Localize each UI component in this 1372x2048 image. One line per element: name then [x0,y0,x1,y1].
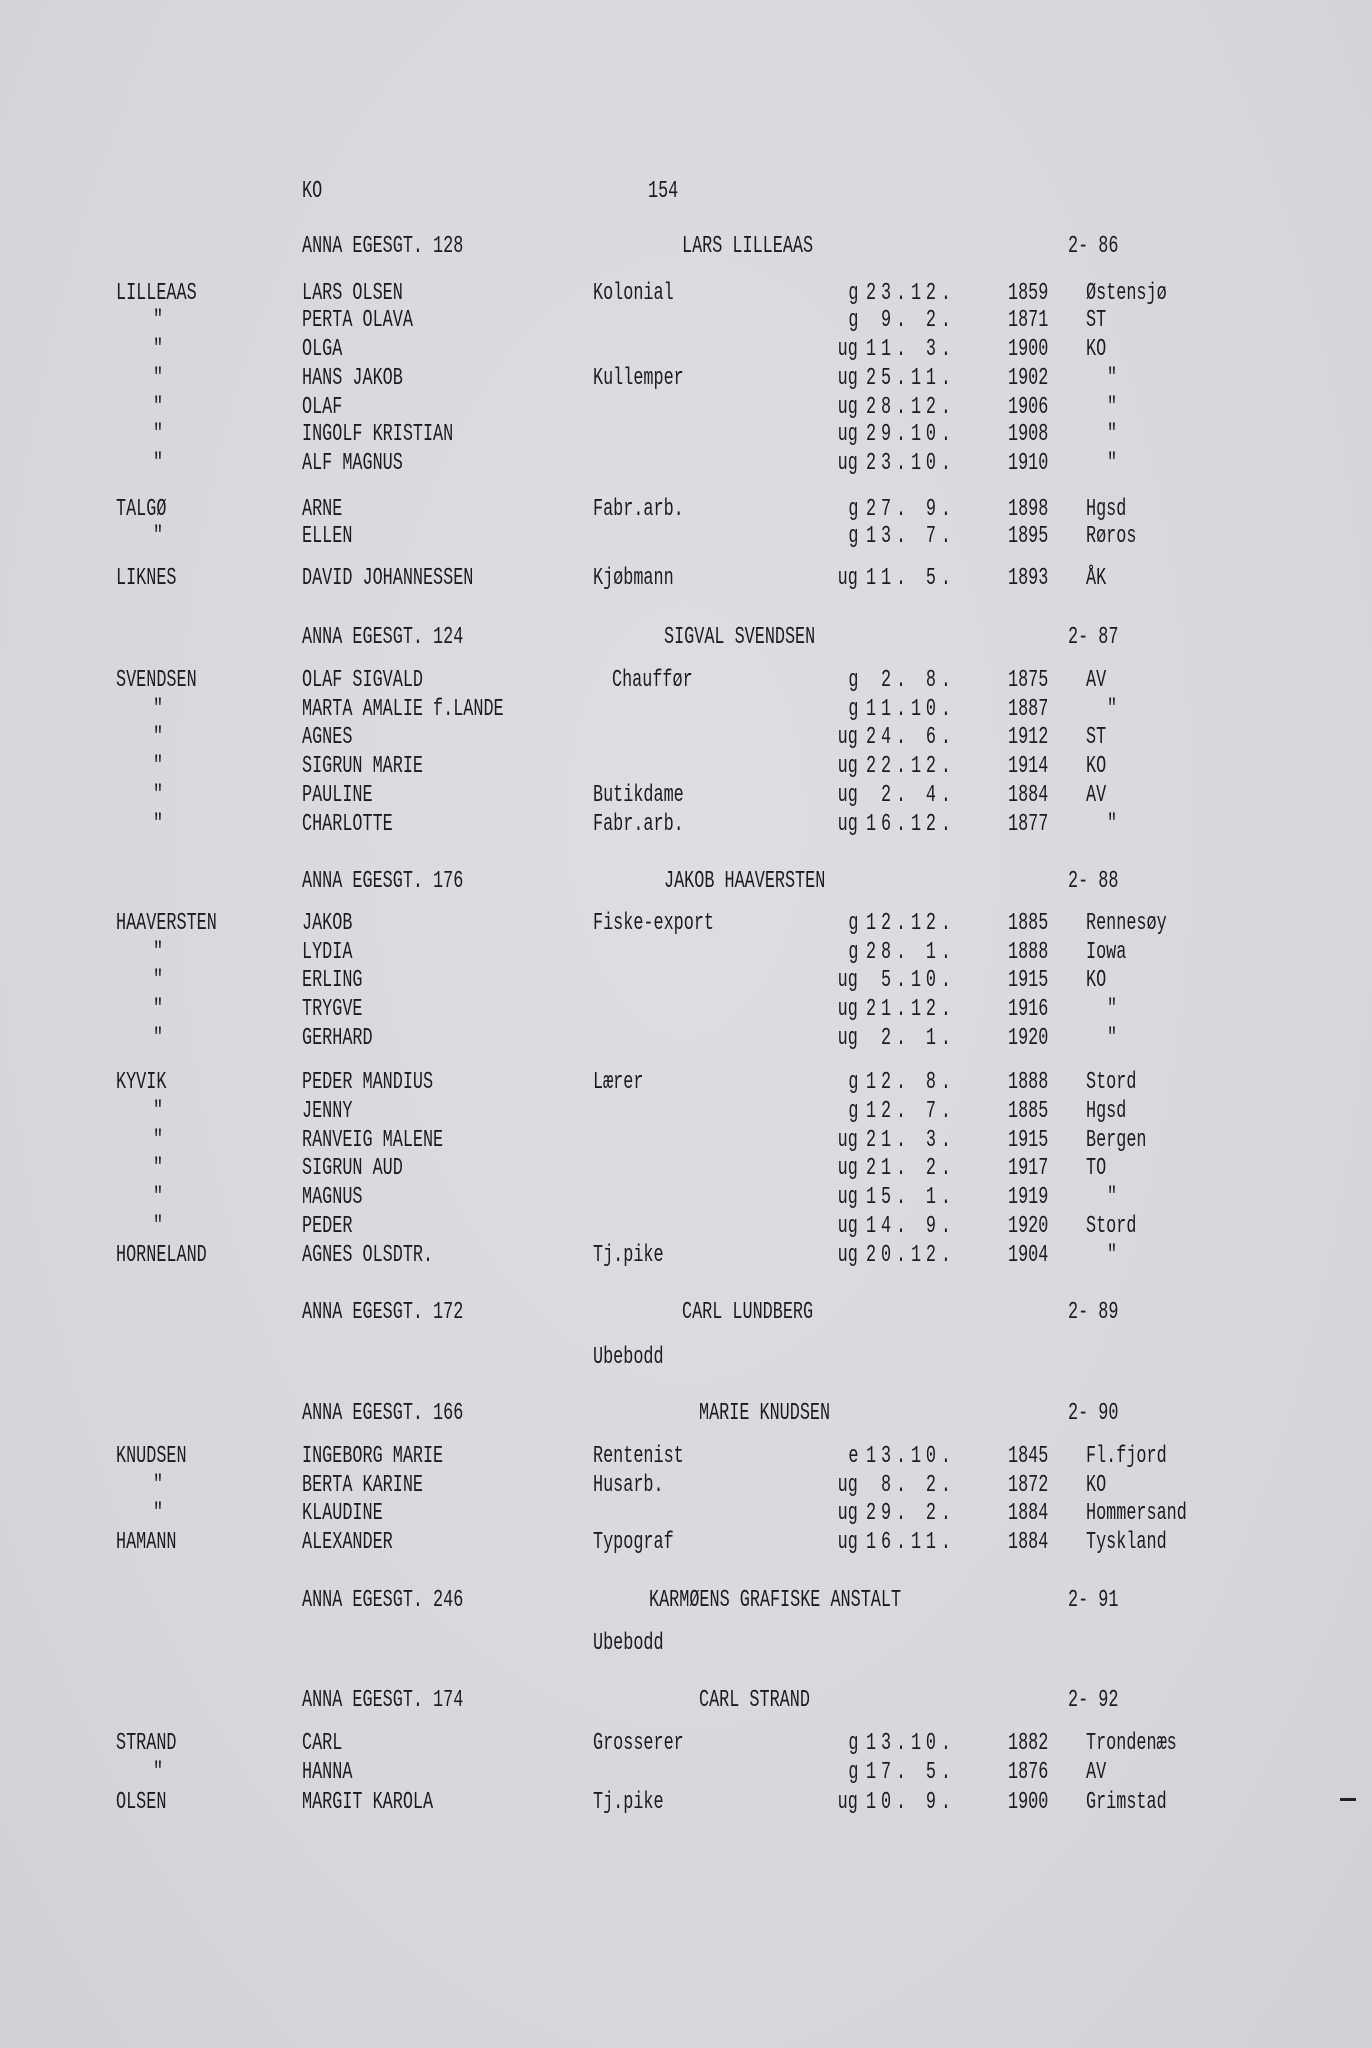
resident-birth-date: 5.10. [866,967,956,994]
resident-first-name: PEDER MANDIUS [302,1069,434,1096]
section-address: ANNA EGESGT. 166 [302,1400,464,1427]
resident-surname: " [153,1759,164,1786]
resident-surname: " [153,939,164,966]
resident-marital-status: g [847,910,858,937]
resident-surname: " [153,1098,164,1125]
section-address: ANNA EGESGT. 246 [302,1587,464,1614]
resident-birthplace: Røros [1086,523,1137,550]
resident-occupation: Fiske-export [593,910,714,937]
resident-marital-status: g [847,496,858,523]
resident-marital-status: g [847,1730,858,1757]
resident-birth-year: 1910 [1008,450,1049,477]
resident-first-name: PEDER [302,1213,353,1240]
resident-birth-date: 28. 1. [866,939,956,966]
resident-marital-status: ug [837,421,858,448]
resident-birth-date: 2. 4. [866,782,956,809]
resident-birth-date: 24. 6. [866,724,956,751]
resident-birth-year: 1904 [1008,1242,1049,1269]
resident-marital-status: ug [837,1529,858,1556]
resident-marital-status: ug [837,1025,858,1052]
resident-birth-date: 25.11. [866,365,956,392]
resident-first-name: BERTA KARINE [302,1472,423,1499]
resident-birth-date: 13.10. [866,1730,956,1757]
resident-occupation: Kullemper [593,365,684,392]
resident-surname: STRAND [116,1730,177,1757]
resident-first-name: TRYGVE [302,996,363,1023]
resident-surname: " [153,1127,164,1154]
resident-birth-date: 21. 2. [866,1155,956,1182]
resident-marital-status: ug [837,811,858,838]
resident-marital-status: ug [837,1472,858,1499]
resident-birthplace: Grimstad [1086,1789,1167,1816]
resident-surname: HAMANN [116,1529,177,1556]
resident-first-name: MARGIT KAROLA [302,1789,434,1816]
resident-birth-year: 1884 [1008,782,1049,809]
resident-birthplace: Hgsd [1086,496,1127,523]
section-number: 2- 92 [1068,1687,1119,1714]
resident-birth-year: 1912 [1008,724,1049,751]
resident-birth-year: 1884 [1008,1529,1049,1556]
resident-surname: " [153,1155,164,1182]
resident-birth-date: 13. 7. [866,523,956,550]
resident-first-name: LYDIA [302,939,353,966]
resident-birth-year: 1920 [1008,1025,1049,1052]
resident-birth-year: 1915 [1008,1127,1049,1154]
resident-birth-year: 1902 [1008,365,1049,392]
section-householder: JAKOB HAAVERSTEN [664,868,826,895]
section-number: 2- 91 [1068,1587,1119,1614]
resident-marital-status: g [847,523,858,550]
resident-birth-year: 1916 [1008,996,1049,1023]
resident-birth-year: 1885 [1008,910,1049,937]
resident-occupation: Grosserer [593,1730,684,1757]
section-number: 2- 87 [1068,624,1119,651]
resident-occupation: Tj.pike [593,1242,664,1269]
resident-first-name: CHARLOTTE [302,811,393,838]
resident-surname: " [153,996,164,1023]
section-householder: SIGVAL SVENDSEN [664,624,816,651]
resident-birth-year: 1875 [1008,667,1049,694]
resident-birthplace: AV [1086,667,1107,694]
resident-birth-year: 1845 [1008,1443,1049,1470]
resident-birth-date: 14. 9. [866,1213,956,1240]
resident-birth-date: 23.10. [866,450,956,477]
resident-birthplace: " [1107,450,1118,477]
vacant-note: Ubebodd [593,1630,664,1657]
resident-marital-status: g [847,1069,858,1096]
section-address: ANNA EGESGT. 124 [302,624,464,651]
resident-surname: " [153,1213,164,1240]
resident-marital-status: g [847,307,858,334]
resident-surname: " [153,696,164,723]
resident-birth-year: 1900 [1008,1789,1049,1816]
resident-birth-year: 1887 [1008,696,1049,723]
resident-birth-date: 23.12. [866,280,956,307]
resident-birthplace: Tyskland [1086,1529,1167,1556]
resident-marital-status: ug [837,782,858,809]
resident-first-name: RANVEIG MALENE [302,1127,444,1154]
resident-first-name: OLAF SIGVALD [302,667,423,694]
resident-marital-status: ug [837,450,858,477]
resident-first-name: OLGA [302,336,343,363]
resident-surname: " [153,1500,164,1527]
resident-birth-date: 9. 2. [866,307,956,334]
resident-first-name: AGNES [302,724,353,751]
resident-birthplace: Hgsd [1086,1098,1127,1125]
resident-marital-status: ug [837,1155,858,1182]
edge-mark [1340,1798,1356,1801]
resident-birth-date: 29. 2. [866,1500,956,1527]
resident-surname: KNUDSEN [116,1443,187,1470]
resident-birthplace: KO [1086,753,1107,780]
resident-birth-date: 2. 1. [866,1025,956,1052]
section-number: 2- 88 [1068,868,1119,895]
resident-first-name: OLAF [302,394,343,421]
resident-surname: " [153,782,164,809]
resident-occupation: Tj.pike [593,1789,664,1816]
resident-birth-year: 1872 [1008,1472,1049,1499]
resident-first-name: ARNE [302,496,343,523]
resident-marital-status: ug [837,1789,858,1816]
resident-birth-date: 12. 8. [866,1069,956,1096]
resident-first-name: DAVID JOHANNESSEN [302,565,474,592]
resident-birthplace: " [1107,421,1118,448]
resident-surname: LIKNES [116,565,177,592]
resident-birthplace: " [1107,365,1118,392]
section-number: 2- 86 [1068,233,1119,260]
resident-first-name: MARTA AMALIE f.LANDE [302,696,504,723]
resident-birthplace: Bergen [1086,1127,1147,1154]
resident-occupation: Kolonial [593,280,674,307]
resident-birth-date: 20.12. [866,1242,956,1269]
resident-marital-status: g [847,1098,858,1125]
resident-first-name: SIGRUN AUD [302,1155,403,1182]
resident-marital-status: g [847,939,858,966]
resident-birth-year: 1877 [1008,811,1049,838]
resident-birth-year: 1915 [1008,967,1049,994]
resident-marital-status: ug [837,336,858,363]
resident-birth-date: 21. 3. [866,1127,956,1154]
resident-marital-status: ug [837,1184,858,1211]
resident-birth-date: 15. 1. [866,1184,956,1211]
resident-birth-date: 17. 5. [866,1759,956,1786]
resident-first-name: ALEXANDER [302,1529,393,1556]
resident-surname: HAAVERSTEN [116,910,217,937]
resident-surname: " [153,336,164,363]
resident-occupation: Rentenist [593,1443,684,1470]
page-number: 154 [648,178,679,205]
section-householder: CARL STRAND [699,1687,810,1714]
resident-birth-date: 21.12. [866,996,956,1023]
resident-birth-year: 1882 [1008,1730,1049,1757]
resident-birthplace: AV [1086,782,1107,809]
resident-birthplace: TO [1086,1155,1107,1182]
resident-surname: KYVIK [116,1069,167,1096]
resident-marital-status: ug [837,967,858,994]
resident-birthplace: " [1107,1184,1118,1211]
resident-birth-date: 8. 2. [866,1472,956,1499]
resident-birth-date: 11. 3. [866,336,956,363]
resident-occupation: Fabr.arb. [593,496,684,523]
resident-birthplace: ST [1086,307,1107,334]
resident-birth-date: 28.12. [866,394,956,421]
resident-surname: OLSEN [116,1789,167,1816]
section-address: ANNA EGESGT. 128 [302,233,464,260]
resident-marital-status: ug [837,394,858,421]
resident-birthplace: Iowa [1086,939,1127,966]
resident-first-name: INGOLF KRISTIAN [302,421,454,448]
district-code: KO [302,178,323,205]
resident-surname: " [153,307,164,334]
resident-birth-date: 11.10. [866,696,956,723]
resident-surname: " [153,523,164,550]
resident-marital-status: g [847,280,858,307]
resident-first-name: CARL [302,1730,343,1757]
resident-birth-date: 27. 9. [866,496,956,523]
resident-birth-year: 1888 [1008,939,1049,966]
resident-birth-year: 1895 [1008,523,1049,550]
resident-surname: " [153,724,164,751]
section-householder: LARS LILLEAAS [682,233,814,260]
resident-birthplace: ST [1086,724,1107,751]
resident-marital-status: ug [837,724,858,751]
resident-birthplace: AV [1086,1759,1107,1786]
section-address: ANNA EGESGT. 174 [302,1687,464,1714]
section-number: 2- 89 [1068,1299,1119,1326]
resident-first-name: JAKOB [302,910,353,937]
resident-surname: " [153,967,164,994]
resident-surname: " [153,1472,164,1499]
resident-marital-status: g [847,667,858,694]
resident-marital-status: g [847,1759,858,1786]
resident-birthplace: ÅK [1086,565,1107,592]
resident-birth-year: 1871 [1008,307,1049,334]
resident-birth-year: 1893 [1008,565,1049,592]
resident-birth-year: 1919 [1008,1184,1049,1211]
resident-first-name: GERHARD [302,1025,373,1052]
resident-birthplace: " [1107,394,1118,421]
resident-birthplace: Stord [1086,1069,1137,1096]
section-address: ANNA EGESGT. 176 [302,868,464,895]
resident-surname: " [153,1184,164,1211]
resident-surname: " [153,365,164,392]
resident-birth-year: 1876 [1008,1759,1049,1786]
resident-birth-date: 22.12. [866,753,956,780]
resident-birth-year: 1898 [1008,496,1049,523]
resident-first-name: SIGRUN MARIE [302,753,423,780]
resident-birth-date: 12.12. [866,910,956,937]
resident-first-name: LARS OLSEN [302,280,403,307]
section-householder: MARIE KNUDSEN [699,1400,831,1427]
resident-birth-date: 13.10. [866,1443,956,1470]
resident-first-name: HANNA [302,1759,353,1786]
resident-surname: TALGØ [116,496,167,523]
resident-occupation: Husarb. [593,1472,664,1499]
resident-surname: " [153,450,164,477]
resident-birth-date: 2. 8. [866,667,956,694]
resident-marital-status: ug [837,1127,858,1154]
resident-birthplace: " [1107,996,1118,1023]
resident-birth-year: 1900 [1008,336,1049,363]
resident-marital-status: ug [837,996,858,1023]
resident-marital-status: ug [837,1500,858,1527]
resident-birth-year: 1917 [1008,1155,1049,1182]
resident-birthplace: " [1107,811,1118,838]
resident-marital-status: ug [837,753,858,780]
resident-birth-year: 1888 [1008,1069,1049,1096]
resident-occupation: Chauffør [612,667,693,694]
resident-surname: HORNELAND [116,1242,207,1269]
resident-marital-status: ug [837,365,858,392]
resident-birthplace: Stord [1086,1213,1137,1240]
section-number: 2- 90 [1068,1400,1119,1427]
resident-birth-year: 1859 [1008,280,1049,307]
resident-first-name: PERTA OLAVA [302,307,413,334]
resident-birth-date: 16.12. [866,811,956,838]
resident-birth-year: 1885 [1008,1098,1049,1125]
resident-first-name: MAGNUS [302,1184,363,1211]
resident-surname: " [153,811,164,838]
resident-occupation: Fabr.arb. [593,811,684,838]
resident-birthplace: Østensjø [1086,280,1167,307]
resident-birth-year: 1920 [1008,1213,1049,1240]
section-householder: KARMØENS GRAFISKE ANSTALT [649,1587,902,1614]
resident-birth-year: 1914 [1008,753,1049,780]
resident-first-name: INGEBORG MARIE [302,1443,444,1470]
resident-surname: SVENDSEN [116,667,197,694]
resident-first-name: HANS JAKOB [302,365,403,392]
resident-first-name: KLAUDINE [302,1500,383,1527]
resident-birth-date: 11. 5. [866,565,956,592]
resident-birthplace: " [1107,696,1118,723]
resident-marital-status: ug [837,1213,858,1240]
resident-first-name: ELLEN [302,523,353,550]
resident-birthplace: Fl.fjord [1086,1443,1167,1470]
resident-birthplace: " [1107,1242,1118,1269]
resident-first-name: JENNY [302,1098,353,1125]
resident-birth-date: 10. 9. [866,1789,956,1816]
resident-birthplace: KO [1086,1472,1107,1499]
resident-surname: " [153,394,164,421]
vacant-note: Ubebodd [593,1344,664,1371]
resident-occupation: Kjøbmann [593,565,674,592]
resident-first-name: ALF MAGNUS [302,450,403,477]
resident-birthplace: Rennesøy [1086,910,1167,937]
resident-birthplace: Hommersand [1086,1500,1187,1527]
resident-surname: " [153,753,164,780]
resident-marital-status: ug [837,565,858,592]
resident-birth-year: 1906 [1008,394,1049,421]
resident-first-name: PAULINE [302,782,373,809]
resident-birth-year: 1908 [1008,421,1049,448]
resident-birthplace: KO [1086,967,1107,994]
resident-birth-date: 29.10. [866,421,956,448]
resident-birthplace: KO [1086,336,1107,363]
resident-occupation: Typograf [593,1529,674,1556]
resident-marital-status: g [847,696,858,723]
resident-occupation: Butikdame [593,782,684,809]
resident-surname: " [153,1025,164,1052]
resident-birth-date: 16.11. [866,1529,956,1556]
resident-surname: " [153,421,164,448]
resident-marital-status: e [847,1443,858,1470]
section-address: ANNA EGESGT. 172 [302,1299,464,1326]
section-householder: CARL LUNDBERG [682,1299,814,1326]
resident-occupation: Lærer [593,1069,644,1096]
resident-birth-date: 12. 7. [866,1098,956,1125]
resident-birthplace: Trondenæs [1086,1730,1177,1757]
resident-marital-status: ug [837,1242,858,1269]
resident-surname: LILLEAAS [116,280,197,307]
resident-first-name: AGNES OLSDTR. [302,1242,434,1269]
resident-birthplace: " [1107,1025,1118,1052]
resident-birth-year: 1884 [1008,1500,1049,1527]
resident-first-name: ERLING [302,967,363,994]
